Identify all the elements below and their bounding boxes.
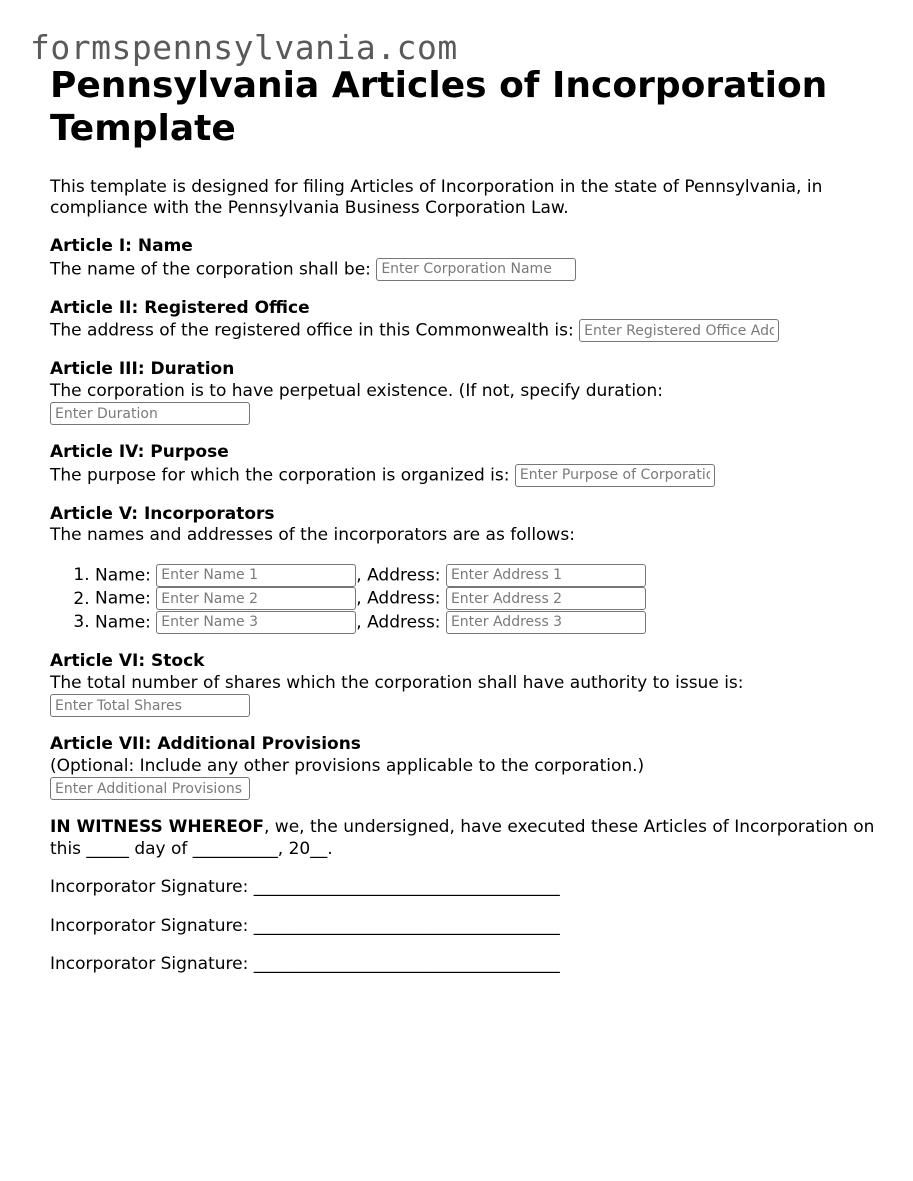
- article-name-text: The name of the corporation shall be:: [50, 259, 371, 279]
- list-item: [95, 587, 880, 611]
- incorporator-address-input[interactable]: [446, 564, 646, 587]
- incorporator-address-input[interactable]: [446, 611, 646, 634]
- article-office-text: The address of the registered office in this Commonwealth is:: [50, 320, 574, 341]
- article-incorporators-text: The names and addresses of the incorporators are as follows:: [50, 525, 575, 545]
- article-office-title: Article II: Registered Office: [50, 297, 310, 318]
- witness-clause: [50, 817, 880, 860]
- article-purpose: [50, 442, 880, 487]
- article-provisions-text: (Optional: Include any other provisions applicable to the corporation.): [50, 755, 645, 776]
- article-name: [50, 236, 880, 281]
- article-duration-title: Article III: Duration: [50, 359, 235, 379]
- signature-line: Incorporator Signature: ____________________________________: [50, 954, 560, 974]
- article-incorporators-title: Article V: Incorporators: [50, 503, 275, 524]
- signature-line: Incorporator Signature: ____________________________________: [50, 877, 560, 897]
- total-shares-input[interactable]: [50, 694, 250, 717]
- article-duration-text: The corporation is to have perpetual existence. (If not, specify duration:: [50, 380, 663, 401]
- incorporator-name-input[interactable]: [156, 611, 356, 634]
- article-provisions-title: Article VII: Additional Provisions: [50, 734, 361, 754]
- article-purpose-title: Article IV: Purpose: [50, 442, 229, 462]
- incorporator-list: [50, 564, 880, 635]
- article-provisions: [50, 734, 880, 800]
- name-label: Name:: [95, 565, 151, 585]
- address-label: , Address:: [356, 565, 441, 585]
- incorporator-name-input[interactable]: [156, 564, 356, 587]
- article-duration: [50, 359, 880, 425]
- article-stock-title: Article VI: Stock: [50, 651, 205, 671]
- article-office: [50, 298, 880, 343]
- article-stock-text: The total number of shares which the corporation shall have authority to issue is:: [50, 672, 744, 693]
- signature-line: Incorporator Signature: ____________________________________: [50, 915, 560, 936]
- incorporator-name-input[interactable]: [156, 587, 356, 610]
- page-title: Pennsylvania Articles of Incorporation Template: [50, 65, 828, 149]
- article-incorporators: [50, 504, 880, 635]
- corporation-name-input[interactable]: [376, 258, 576, 281]
- article-name-title: Article I: Name: [50, 236, 193, 256]
- article-stock: [50, 651, 880, 717]
- address-label: , Address:: [356, 588, 441, 609]
- name-label: Name:: [95, 588, 151, 609]
- witness-text: , we, the undersigned, have executed these Articles of Incorporation on this _____ day of __________, 20__.: [50, 817, 875, 859]
- article-purpose-text: The purpose for which the corporation is organized is:: [50, 465, 510, 485]
- list-item: [95, 564, 880, 588]
- registered-office-input[interactable]: [579, 319, 779, 342]
- document-page: [50, 64, 880, 976]
- duration-input[interactable]: [50, 402, 250, 425]
- site-watermark: formspennsylvania.com: [30, 28, 458, 67]
- intro-paragraph: This template is designed for filing Articles of Incorporation in the state of Pennsylvania, in compliance with the Pennsylvania Business Corporation Law.: [50, 177, 823, 218]
- witness-lead: IN WITNESS WHEREOF: [50, 817, 264, 837]
- name-label: Name:: [95, 612, 151, 632]
- purpose-input[interactable]: [515, 464, 715, 487]
- incorporator-address-input[interactable]: [446, 587, 646, 610]
- additional-provisions-input[interactable]: [50, 777, 250, 800]
- address-label: , Address:: [356, 612, 441, 632]
- list-item: [95, 611, 880, 635]
